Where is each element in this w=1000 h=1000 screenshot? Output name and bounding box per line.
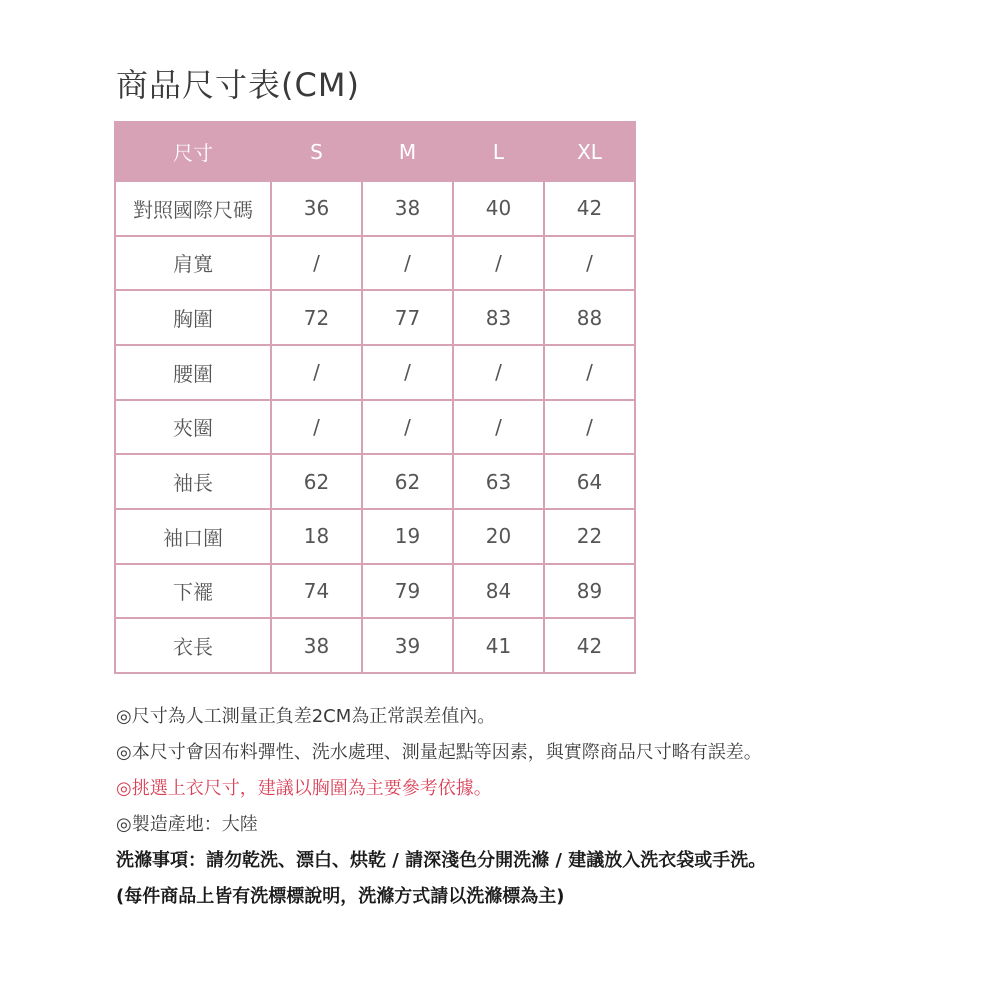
notes-section xyxy=(116,702,766,918)
cell-value: 84 xyxy=(453,564,544,619)
cell-value: 89 xyxy=(544,564,635,619)
cell-value: / xyxy=(453,400,544,455)
note-washing-label: (每件商品上皆有洗標標說明，洗滌方式請以洗滌標為主) xyxy=(116,886,565,907)
row-label: 胸圍 xyxy=(115,290,271,345)
header-size-l: L xyxy=(453,122,544,181)
cell-value: 42 xyxy=(544,618,635,673)
size-chart-table xyxy=(114,121,636,674)
cell-value: 18 xyxy=(271,509,362,564)
note-fabric-variance: ◎本尺寸會因布料彈性、洗水處理、測量起點等因素，與實際商品尺寸略有誤差。 xyxy=(116,742,762,763)
row-label: 腰圍 xyxy=(115,345,271,400)
cell-value: 72 xyxy=(271,290,362,345)
cell-value: / xyxy=(271,236,362,291)
cell-value: 41 xyxy=(453,618,544,673)
table-row xyxy=(115,400,635,455)
cell-value: / xyxy=(362,400,453,455)
row-label: 肩寬 xyxy=(115,236,271,291)
cell-value: 38 xyxy=(271,618,362,673)
cell-value: 19 xyxy=(362,509,453,564)
cell-value: / xyxy=(544,236,635,291)
cell-value: 40 xyxy=(453,181,544,236)
note-size-advice: ◎挑選上衣尺寸，建議以胸圍為主要參考依據。 xyxy=(116,778,492,799)
cell-value: 74 xyxy=(271,564,362,619)
table-header-row xyxy=(115,122,635,181)
cell-value: / xyxy=(453,345,544,400)
header-size-label: 尺寸 xyxy=(115,122,271,181)
header-size-s: S xyxy=(271,122,362,181)
table-row xyxy=(115,181,635,236)
row-label: 夾圈 xyxy=(115,400,271,455)
table-row xyxy=(115,564,635,619)
cell-value: 39 xyxy=(362,618,453,673)
cell-value: 79 xyxy=(362,564,453,619)
cell-value: 83 xyxy=(453,290,544,345)
note-measurement-tolerance: ◎尺寸為人工測量正負差2CM為正常誤差值內。 xyxy=(116,706,496,727)
table-row xyxy=(115,618,635,673)
table-row xyxy=(115,454,635,509)
cell-value: / xyxy=(362,236,453,291)
cell-value: / xyxy=(271,400,362,455)
cell-value: / xyxy=(453,236,544,291)
cell-value: 62 xyxy=(362,454,453,509)
cell-value: 42 xyxy=(544,181,635,236)
cell-value: 38 xyxy=(362,181,453,236)
cell-value: / xyxy=(271,345,362,400)
cell-value: 77 xyxy=(362,290,453,345)
cell-value: 22 xyxy=(544,509,635,564)
header-size-m: M xyxy=(362,122,453,181)
row-label: 袖口圍 xyxy=(115,509,271,564)
cell-value: / xyxy=(544,345,635,400)
table-row xyxy=(115,236,635,291)
cell-value: 62 xyxy=(271,454,362,509)
cell-value: 20 xyxy=(453,509,544,564)
cell-value: 64 xyxy=(544,454,635,509)
table-row xyxy=(115,290,635,345)
header-size-xl: XL xyxy=(544,122,635,181)
table-row xyxy=(115,345,635,400)
row-label: 下襬 xyxy=(115,564,271,619)
cell-value: / xyxy=(544,400,635,455)
row-label: 衣長 xyxy=(115,618,271,673)
note-washing-instructions: 洗滌事項：請勿乾洗、漂白、烘乾 / 請深淺色分開洗滌 / 建議放入洗衣袋或手洗。 xyxy=(116,850,767,871)
cell-value: / xyxy=(362,345,453,400)
row-label: 袖長 xyxy=(115,454,271,509)
note-origin: ◎製造產地：大陸 xyxy=(116,814,258,835)
page-title: 商品尺寸表(CM) xyxy=(116,66,360,104)
table-row xyxy=(115,509,635,564)
cell-value: 63 xyxy=(453,454,544,509)
cell-value: 88 xyxy=(544,290,635,345)
row-label: 對照國際尺碼 xyxy=(115,181,271,236)
cell-value: 36 xyxy=(271,181,362,236)
